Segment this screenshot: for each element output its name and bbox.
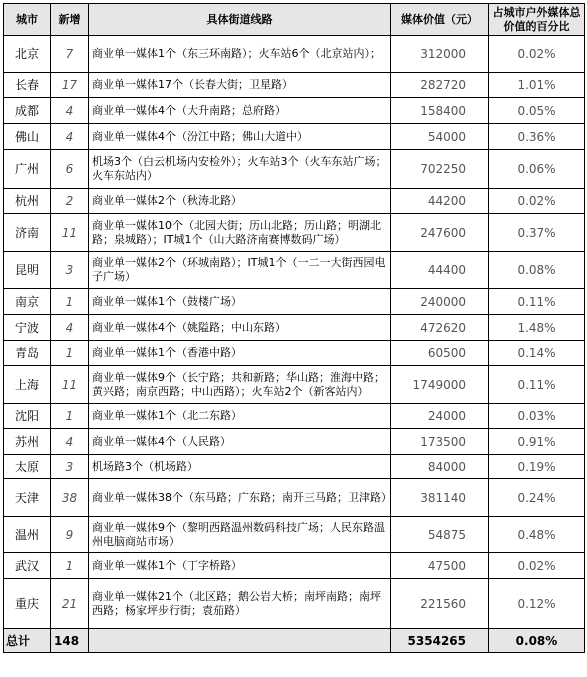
cell-new: 1 [51, 289, 89, 315]
cell-new: 1 [51, 341, 89, 366]
cell-value: 702250 [391, 150, 489, 189]
total-value: 5354265 [391, 629, 489, 653]
header-city: 城市 [4, 4, 51, 36]
header-value: 媒体价值（元） [391, 4, 489, 36]
cell-pct: 0.11% [489, 366, 585, 404]
cell-city: 太原 [4, 455, 51, 479]
cell-lines: 商业单一媒体2个（环城南路）；IT城1个（一二一大街西园电子广场） [89, 252, 391, 289]
cell-new: 38 [51, 479, 89, 517]
cell-value: 24000 [391, 404, 489, 429]
cell-new: 17 [51, 73, 89, 98]
cell-value: 84000 [391, 455, 489, 479]
table-row [4, 189, 585, 214]
total-lines [89, 629, 391, 653]
cell-new: 1 [51, 404, 89, 429]
cell-pct: 1.01% [489, 73, 585, 98]
cell-new: 3 [51, 455, 89, 479]
header-pct: 占城市户外媒体总价值的百分比 [489, 4, 585, 36]
cell-lines: 商业单一媒体4个（姚隘路；中山东路） [89, 315, 391, 341]
cell-lines: 商业单一媒体1个（北二东路） [89, 404, 391, 429]
cell-lines: 商业单一媒体10个（北园大街；历山北路；历山路；明湖北路；泉城路）；IT城1个（山大路济南赛博数码广场） [89, 214, 391, 252]
table-row [4, 252, 585, 289]
cell-lines: 商业单一媒体38个（东马路；广东路；南开三马路；卫津路） [89, 479, 391, 517]
cell-new: 7 [51, 36, 89, 73]
cell-pct: 0.11% [489, 289, 585, 315]
table-row [4, 124, 585, 150]
cell-value: 240000 [391, 289, 489, 315]
cell-new: 4 [51, 98, 89, 124]
cell-value: 1749000 [391, 366, 489, 404]
cell-value: 60500 [391, 341, 489, 366]
table-row [4, 150, 585, 189]
cell-pct: 0.91% [489, 429, 585, 455]
cell-city: 长春 [4, 73, 51, 98]
cell-pct: 0.08% [489, 252, 585, 289]
table-body [4, 36, 585, 629]
cell-new: 4 [51, 124, 89, 150]
cell-new: 3 [51, 252, 89, 289]
cell-new: 11 [51, 366, 89, 404]
cell-city: 北京 [4, 36, 51, 73]
cell-pct: 0.03% [489, 404, 585, 429]
table-row [4, 289, 585, 315]
cell-lines: 商业单一媒体4个（汾江中路；佛山大道中） [89, 124, 391, 150]
cell-lines: 商业单一媒体1个（香港中路） [89, 341, 391, 366]
cell-value: 54875 [391, 517, 489, 553]
cell-new: 4 [51, 315, 89, 341]
table-row [4, 315, 585, 341]
table-row [4, 36, 585, 73]
cell-pct: 0.05% [489, 98, 585, 124]
cell-city: 武汉 [4, 553, 51, 579]
cell-value: 158400 [391, 98, 489, 124]
header-lines: 具体街道线路 [89, 4, 391, 36]
cell-lines: 商业单一媒体21个（北区路；鹅公岩大桥；南坪南路；南坪西路；杨家坪步行街；袁茄路） [89, 579, 391, 629]
cell-lines: 商业单一媒体1个（丁字桥路） [89, 553, 391, 579]
cell-new: 2 [51, 189, 89, 214]
cell-value: 44400 [391, 252, 489, 289]
cell-new: 9 [51, 517, 89, 553]
table-row [4, 455, 585, 479]
cell-new: 6 [51, 150, 89, 189]
cell-city: 昆明 [4, 252, 51, 289]
total-label: 总计 [4, 629, 51, 653]
cell-lines: 商业单一媒体4个（人民路） [89, 429, 391, 455]
cell-pct: 0.02% [489, 553, 585, 579]
table-row [4, 366, 585, 404]
media-value-table [3, 3, 585, 653]
cell-value: 282720 [391, 73, 489, 98]
table-row [4, 517, 585, 553]
cell-city: 济南 [4, 214, 51, 252]
cell-city: 青岛 [4, 341, 51, 366]
cell-city: 上海 [4, 366, 51, 404]
cell-lines: 商业单一媒体4个（大升南路；总府路） [89, 98, 391, 124]
total-row [4, 629, 585, 653]
table-row [4, 73, 585, 98]
cell-value: 47500 [391, 553, 489, 579]
cell-lines: 商业单一媒体1个（鼓楼广场） [89, 289, 391, 315]
cell-pct: 0.12% [489, 579, 585, 629]
total-pct: 0.08% [489, 629, 585, 653]
cell-city: 苏州 [4, 429, 51, 455]
cell-lines: 商业单一媒体17个（长春大街；卫星路） [89, 73, 391, 98]
cell-pct: 0.37% [489, 214, 585, 252]
table-row [4, 404, 585, 429]
table-header-row [4, 4, 585, 36]
cell-lines: 商业单一媒体9个（长宁路；共和新路；华山路；淮海中路；黄兴路；南京西路；中山西路）；火车站2个（新客站内） [89, 366, 391, 404]
cell-value: 247600 [391, 214, 489, 252]
cell-new: 11 [51, 214, 89, 252]
cell-value: 54000 [391, 124, 489, 150]
cell-city: 温州 [4, 517, 51, 553]
cell-city: 南京 [4, 289, 51, 315]
cell-value: 381140 [391, 479, 489, 517]
cell-city: 宁波 [4, 315, 51, 341]
cell-value: 312000 [391, 36, 489, 73]
table-row [4, 579, 585, 629]
cell-new: 4 [51, 429, 89, 455]
total-new: 148 [51, 629, 89, 653]
cell-lines: 商业单一媒体9个（黎明西路温州数码科技广场；人民东路温州电脑商站市场） [89, 517, 391, 553]
cell-city: 重庆 [4, 579, 51, 629]
cell-city: 杭州 [4, 189, 51, 214]
cell-pct: 1.48% [489, 315, 585, 341]
cell-pct: 0.19% [489, 455, 585, 479]
cell-pct: 0.06% [489, 150, 585, 189]
table-row [4, 98, 585, 124]
cell-city: 佛山 [4, 124, 51, 150]
cell-pct: 0.02% [489, 189, 585, 214]
cell-pct: 0.14% [489, 341, 585, 366]
table-row [4, 553, 585, 579]
cell-value: 44200 [391, 189, 489, 214]
media-table-container [3, 3, 585, 653]
cell-value: 472620 [391, 315, 489, 341]
cell-city: 天津 [4, 479, 51, 517]
cell-pct: 0.24% [489, 479, 585, 517]
header-new: 新增 [51, 4, 89, 36]
table-row [4, 341, 585, 366]
cell-value: 221560 [391, 579, 489, 629]
table-row [4, 479, 585, 517]
cell-city: 成都 [4, 98, 51, 124]
table-row [4, 429, 585, 455]
cell-lines: 机场路3个（机场路） [89, 455, 391, 479]
cell-new: 1 [51, 553, 89, 579]
cell-lines: 商业单一媒体2个（秋涛北路） [89, 189, 391, 214]
cell-new: 21 [51, 579, 89, 629]
cell-city: 广州 [4, 150, 51, 189]
cell-value: 173500 [391, 429, 489, 455]
cell-pct: 0.36% [489, 124, 585, 150]
cell-lines: 商业单一媒体1个（东三环南路）；火车站6个（北京站内）； [89, 36, 391, 73]
cell-pct: 0.02% [489, 36, 585, 73]
cell-city: 沈阳 [4, 404, 51, 429]
cell-pct: 0.48% [489, 517, 585, 553]
table-row [4, 214, 585, 252]
cell-lines: 机场3个（白云机场内安检外）；火车站3个（火车东站广场；火车东站内） [89, 150, 391, 189]
